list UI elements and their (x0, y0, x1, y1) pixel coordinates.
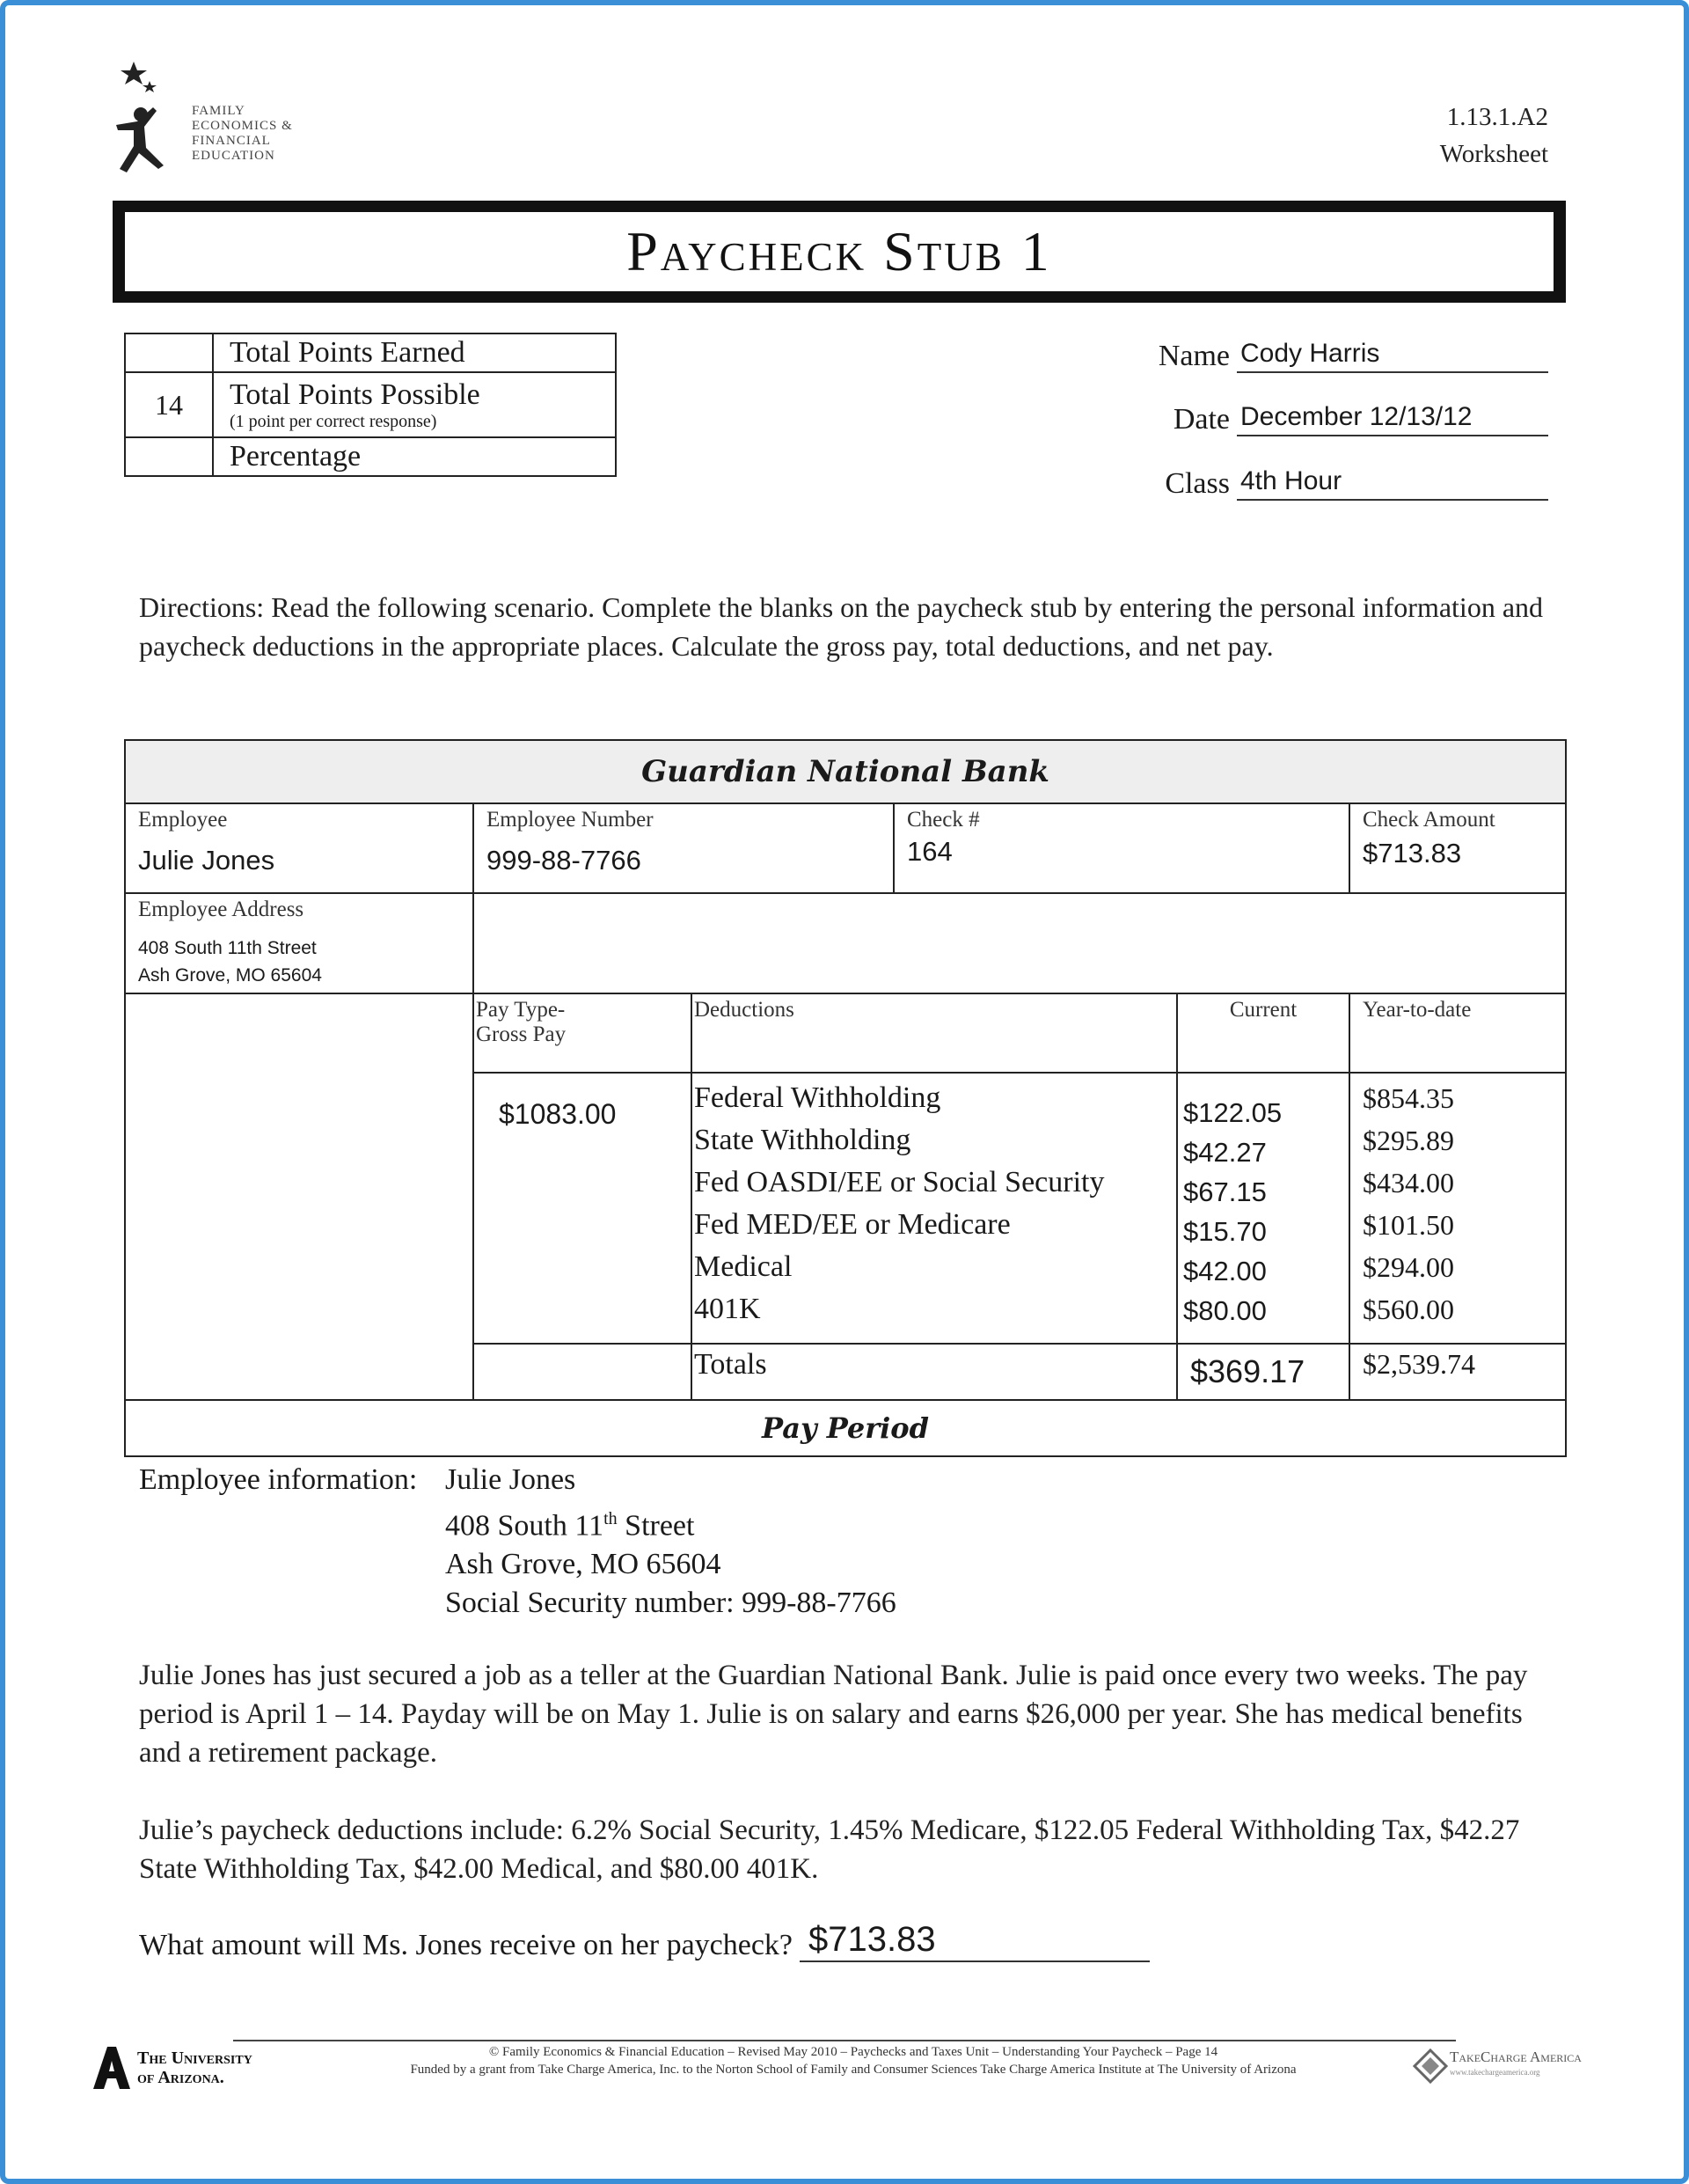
logo-line: EDUCATION (192, 149, 275, 163)
logo-line: FINANCIAL (192, 134, 271, 148)
document-id (1440, 99, 1548, 172)
deduction-name: Fed MED/EE or Medicare (694, 1208, 1011, 1241)
pay-type-header (473, 993, 691, 1073)
deduction-current-cell (1177, 1073, 1349, 1344)
university-line-2: of Arizona. (137, 2068, 224, 2087)
question-label: What amount will Ms. Jones receive on her paycheck? (139, 1929, 793, 1961)
deduction-current[interactable]: $67.15 (1183, 1176, 1267, 1207)
date-label: Date (1173, 403, 1230, 436)
deduction-current[interactable]: $15.70 (1183, 1216, 1267, 1247)
employee-info-label: Employee information: (139, 1463, 418, 1496)
points-possible-value: 14 (125, 372, 213, 437)
footer-text (299, 2043, 1408, 2078)
totals-blank-cell (473, 1344, 691, 1400)
class-label: Class (1165, 467, 1230, 500)
university-logo (91, 2043, 285, 2096)
gross-pay-value[interactable]: $1083.00 (499, 1098, 617, 1130)
employee-information (139, 1461, 896, 1620)
percentage-label: Percentage (213, 437, 616, 476)
deduction-ytd: $294.00 (1363, 1251, 1454, 1283)
star-figure-icon (107, 60, 195, 174)
logo-line: FAMILY (192, 104, 245, 118)
deductions-description: Julie’s paycheck deductions include: 6.2% Social Security, 1.45% Medicare, $122.05 Federal Withholding Tax, $42.27 State Withholding Tax, $42.00 Medical, and $80.00 401K. (139, 1814, 1520, 1885)
deduction-name: 401K (694, 1293, 761, 1325)
totals-current[interactable]: $369.17 (1177, 1344, 1349, 1400)
deductions-header (691, 993, 1177, 1073)
address-label: Employee Address (138, 898, 304, 921)
name-field (1159, 336, 1548, 373)
deduction-ytd: $295.89 (1363, 1125, 1454, 1156)
employee-value[interactable]: Julie Jones (138, 845, 275, 876)
ytd-label: Year-to-date (1363, 998, 1472, 1022)
address-cell (125, 893, 473, 993)
points-possible-label: Total Points Possible (230, 378, 480, 411)
name-input[interactable]: Cody Harris (1237, 336, 1548, 373)
logo-line: ECONOMICS & (192, 119, 293, 133)
date-field (1174, 399, 1548, 436)
address-line-2[interactable]: Ash Grove, MO 65604 (138, 965, 322, 986)
name-label: Name (1158, 340, 1230, 372)
employee-label: Employee (138, 808, 228, 832)
footer-funding: Funded by a grant from Take Charge America, Inc. to the Norton School of Family and Consumer Sciences Take Charge America Institute at The University of Arizona (410, 2063, 1297, 2077)
deduction-name: Medical (694, 1250, 793, 1283)
footer-divider (233, 2040, 1456, 2041)
deduction-current[interactable]: $80.00 (1183, 1295, 1267, 1326)
footer-copyright: © Family Economics & Financial Education – Revised May 2010 – Paychecks and Taxes Unit – Understanding Your Paycheck – Page 14 (488, 2045, 1218, 2059)
points-earned-label: Total Points Earned (213, 333, 616, 372)
address-line-1[interactable]: 408 South 11th Street (138, 938, 317, 958)
deduction-names-cell (691, 1073, 1177, 1344)
deduction-current[interactable]: $42.27 (1183, 1137, 1267, 1168)
employee-cell (125, 803, 473, 893)
check-number-value[interactable]: 164 (907, 836, 953, 867)
deduction-name: State Withholding (694, 1124, 911, 1156)
points-earned-value[interactable] (125, 333, 213, 372)
deduction-current[interactable]: $122.05 (1183, 1097, 1283, 1128)
deduction-ytd: $434.00 (1363, 1167, 1454, 1198)
percentage-value[interactable] (125, 437, 213, 476)
points-possible-note: (1 point per correct response) (230, 412, 437, 431)
answer-input[interactable]: $713.83 (800, 1918, 1150, 1962)
employee-number-label: Employee Number (486, 808, 654, 832)
fefe-logo (107, 60, 318, 179)
deduction-name: Federal Withholding (694, 1081, 941, 1114)
pay-type-label: Pay Type- (476, 998, 566, 1022)
ytd-header (1349, 993, 1566, 1073)
totals-label: Totals (691, 1344, 1177, 1400)
question-field (139, 1918, 1150, 1962)
deduction-ytd: $854.35 (1363, 1082, 1454, 1114)
gross-pay-label: Gross Pay (476, 1022, 567, 1046)
university-line-1: The University (137, 2048, 252, 2068)
check-amount-value[interactable]: $713.83 (1363, 838, 1462, 868)
employee-info-name: Julie Jones (445, 1463, 576, 1496)
scenario-text: Julie Jones has just secured a job as a teller at the Guardian National Bank. Julie is paid once every two weeks. The pay period is April 1 – 14. Payday will be on May 1. Julie is on salary and earns $26,000 per year. She has medical benefits and a retirement package. (139, 1660, 1528, 1769)
doc-type: Worksheet (1439, 140, 1548, 168)
doc-code: 1.13.1.A2 (1446, 103, 1548, 131)
bank-name: Guardian National Bank (125, 740, 1566, 803)
deduction-current[interactable]: $42.00 (1183, 1256, 1267, 1286)
totals-ytd: $2,539.74 (1349, 1344, 1566, 1400)
points-table (124, 333, 617, 477)
tca-diamond-icon (1413, 2048, 1448, 2084)
deduction-name: Fed OASDI/EE or Social Security (694, 1166, 1105, 1198)
check-amount-label: Check Amount (1363, 808, 1495, 832)
check-number-label: Check # (907, 808, 980, 832)
check-number-cell (894, 803, 1349, 893)
tca-name: TakeCharge America (1450, 2048, 1582, 2065)
gross-pay-cell (473, 1073, 691, 1344)
pay-period-label: Pay Period (125, 1400, 1566, 1456)
page-title: Paycheck Stub 1 (626, 220, 1052, 282)
title-box (113, 201, 1566, 303)
deductions-label: Deductions (694, 998, 794, 1022)
paycheck-stub-table (124, 739, 1567, 1457)
take-charge-america-logo (1413, 2047, 1624, 2089)
employee-info-street: 408 South 11th Street (445, 1509, 695, 1543)
current-label: Current (1229, 998, 1298, 1022)
class-field (1165, 464, 1548, 501)
block-a-icon (91, 2045, 132, 2091)
deduction-ytd: $101.50 (1363, 1209, 1454, 1241)
date-input[interactable]: December 12/13/12 (1237, 399, 1548, 436)
employee-info-ssn: Social Security number: 999-88-7766 (445, 1587, 896, 1620)
directions-text: Directions: Read the following scenario. Complete the blanks on the paycheck stub by entering the personal information and paycheck deductions in the appropriate places. Calculate the gross pay, total deductions, and net pay. (139, 591, 1544, 662)
employee-number-cell (473, 803, 894, 893)
address-blank-cell (473, 893, 1566, 993)
class-input[interactable]: 4th Hour (1237, 464, 1548, 501)
points-possible-cell (213, 372, 616, 437)
current-header (1177, 993, 1349, 1073)
check-amount-cell (1349, 803, 1566, 893)
deduction-ytd: $560.00 (1363, 1294, 1454, 1325)
left-blank-cell (125, 993, 473, 1400)
deduction-ytd-cell (1349, 1073, 1566, 1344)
employee-info-city: Ash Grove, MO 65604 (445, 1548, 721, 1581)
employee-number-value[interactable]: 999-88-7766 (486, 845, 641, 876)
tca-tagline: www.takechargeamerica.org (1450, 2068, 1540, 2077)
